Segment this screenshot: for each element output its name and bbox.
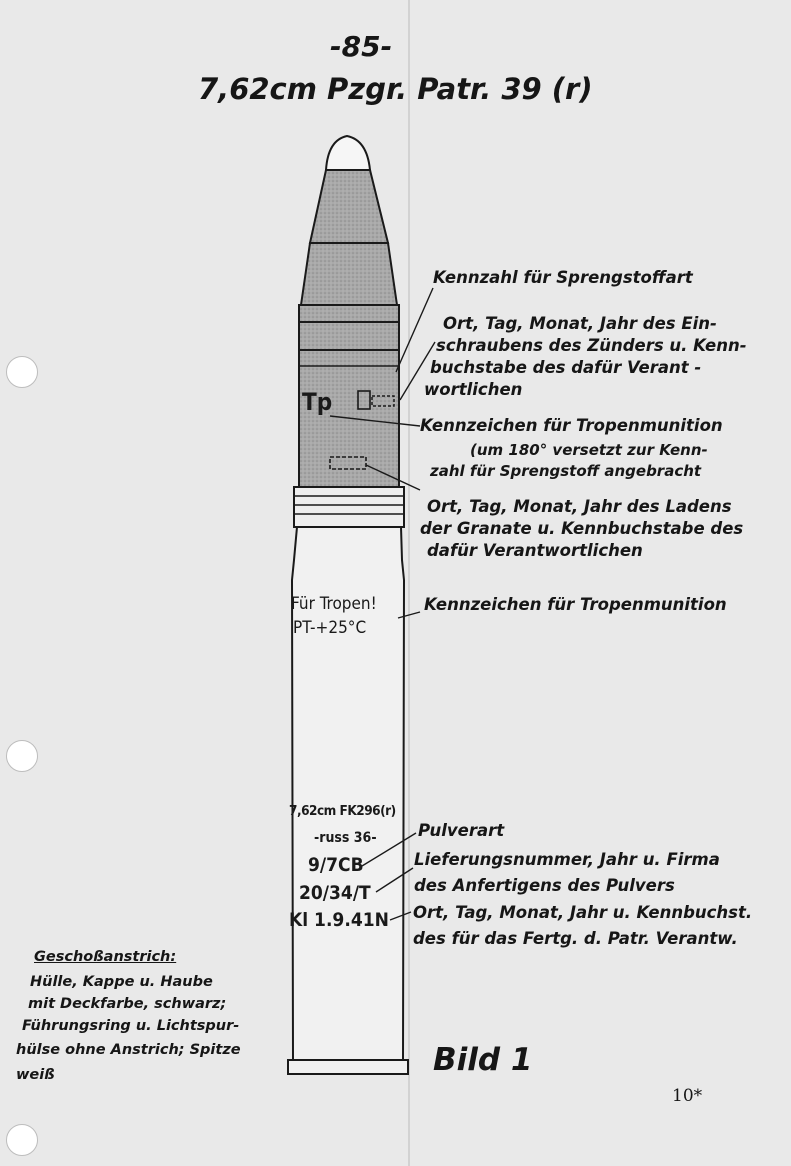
annotation-fuze-line-3: buchstabe des dafür Verant - <box>430 358 702 377</box>
case-propellant-code: -russ 36- <box>314 830 377 846</box>
paint-note-line-4: hülse ohne Anstrich; Spitze <box>16 1042 241 1058</box>
case-delivery-number: 20/34/T <box>299 882 371 904</box>
driving-band <box>294 487 404 527</box>
case-gun-designation: 7,62cm FK296(r) <box>289 803 396 819</box>
annotation-cartridge-line-1: Ort, Tag, Monat, Jahr u. Kennbuchst. <box>413 903 753 922</box>
projectile-tip <box>326 136 370 170</box>
annotation-tropical-case: Kennzeichen für Tropenmunition <box>424 595 727 614</box>
figure-label: Bild 1 <box>433 1042 533 1078</box>
annotation-fuze-line-2: schraubens des Zünders u. Kenn- <box>436 336 747 355</box>
page-number: -85- <box>330 30 393 63</box>
case-lot-number: 9/7CB <box>308 854 364 876</box>
annotation-fuze-line-1: Ort, Tag, Monat, Jahr des Ein- <box>443 314 717 333</box>
annotation-fuze-line-4: wortlichen <box>424 380 523 399</box>
annotation-loading-line-2: der Granate u. Kennbuchstabe des <box>420 519 744 538</box>
ballistic-cap <box>310 170 388 243</box>
paint-note-line-5: weiß <box>16 1067 55 1083</box>
annotation-tropical-note-1: (um 180° versetzt zur Kenn- <box>470 441 708 459</box>
paint-note-line-2: mit Deckfarbe, schwarz; <box>28 996 227 1012</box>
case-base-rim <box>288 1060 408 1074</box>
annotation-tropical-note-2: zahl für Sprengstoff angebracht <box>430 462 702 480</box>
page-title: 7,62cm Pzgr. Patr. 39 (r) <box>198 72 593 106</box>
paint-note-line-3: Führungsring u. Lichtspur- <box>22 1018 240 1034</box>
annotation-cartridge-line-2: des für das Fertg. d. Patr. Verantw. <box>413 929 738 948</box>
print-sheet-number: 10* <box>672 1086 703 1106</box>
projectile-ogive <box>301 243 397 305</box>
case-temperature-label: PT-+25°C <box>293 618 367 638</box>
tropical-marking-tp: Tp <box>302 388 333 416</box>
annotation-loading-line-3: dafür Verantwortlichen <box>427 541 643 560</box>
annotation-delivery-line-1: Lieferungsnummer, Jahr u. Firma <box>414 850 720 869</box>
paint-note-line-1: Hülle, Kappe u. Haube <box>30 974 213 990</box>
case-loading-mark: Kl 1.9.41N <box>289 909 389 931</box>
case-tropics-label: Für Tropen! <box>291 594 377 614</box>
annotation-explosive-code: Kennzahl für Sprengstoffart <box>433 268 693 287</box>
annotation-powder-type: Pulverart <box>418 821 505 840</box>
annotation-delivery-line-2: des Anfertigens des Pulvers <box>414 876 675 895</box>
annotation-tropical-mark: Kennzeichen für Tropenmunition <box>420 416 723 435</box>
annotation-loading-line-1: Ort, Tag, Monat, Jahr des Ladens <box>427 497 732 516</box>
paint-note-title: Geschoßanstrich: <box>34 949 177 965</box>
